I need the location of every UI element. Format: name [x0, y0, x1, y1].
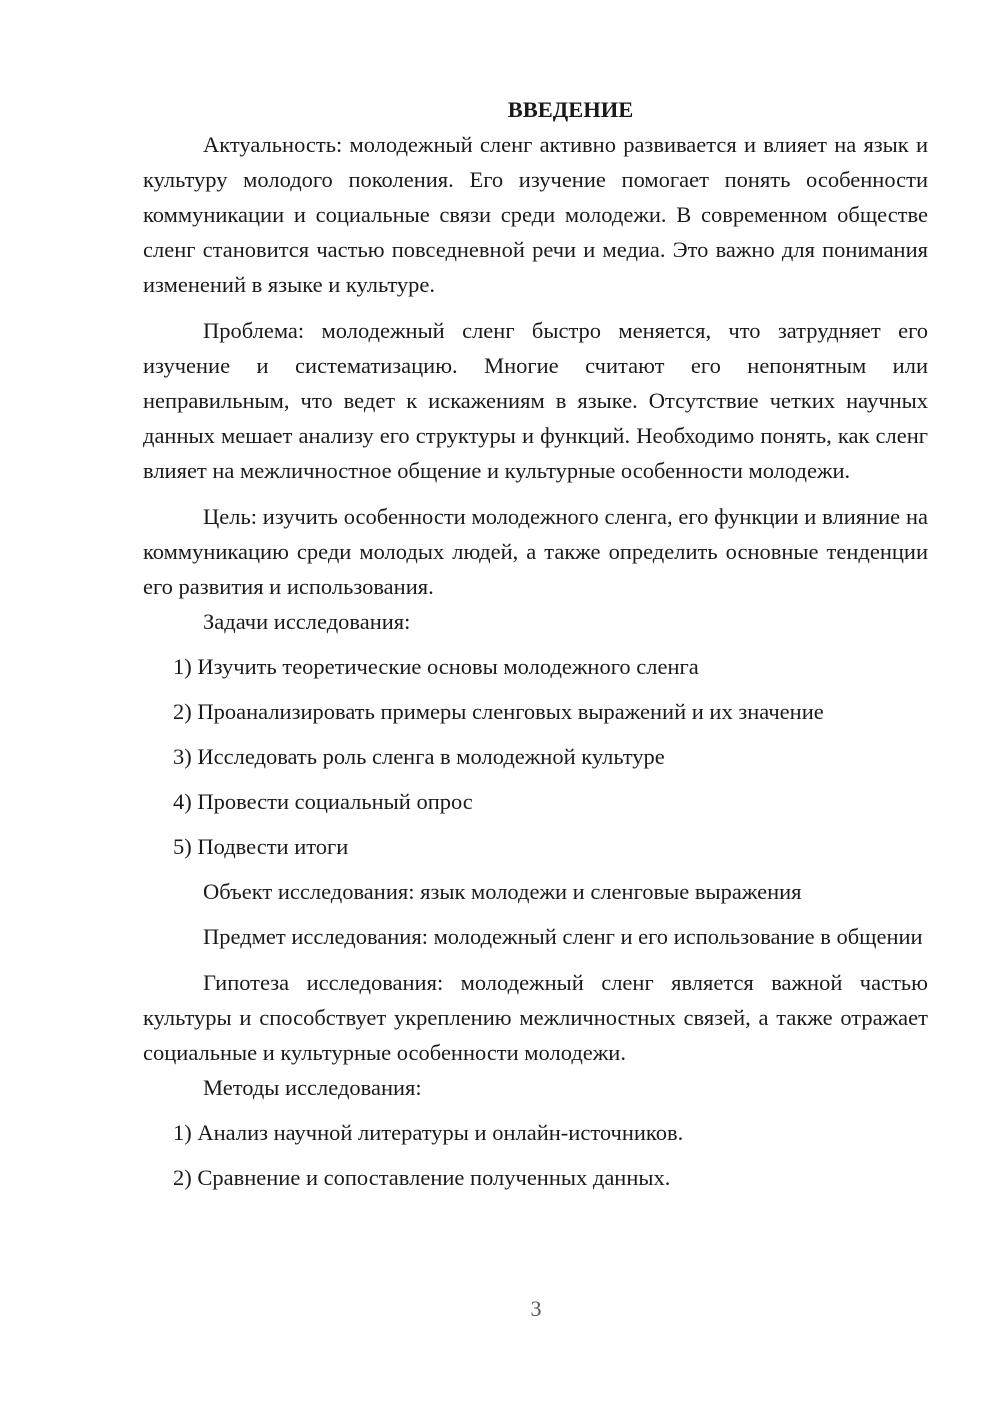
- problem-paragraph: Проблема: молодежный сленг быстро меняется, что затрудняет его изучение и систематизацию. Многие считают его непонятным или неправильным, что ведет к искажениям в языке. Отсутствие четких научных данных мешает анализу его структуры и функций. Необходимо понять, как сленг влияет на межличностное общение и культурные особенности молодежи.: [143, 318, 928, 483]
- page-content: [143, 92, 928, 1195]
- method-item-2: 2) Сравнение и сопоставление полученных данных.: [173, 1165, 671, 1190]
- task-item-3: 3) Исследовать роль сленга в молодежной культуре: [173, 744, 665, 769]
- relevance-paragraph: Актуальность: молодежный сленг активно развивается и влияет на язык и культуру молодого поколения. Его изучение помогает понять особенности коммуникации и социальные связи среди молодежи. В современном обществе сленг становится частью повседневной речи и медиа. Это важно для понимания изменений в языке и культуре.: [143, 132, 928, 297]
- tasks-title: Задачи исследования:: [203, 609, 411, 634]
- subject-paragraph: Предмет исследования: молодежный сленг и его использование в общении: [203, 924, 923, 949]
- hypothesis-paragraph: Гипотеза исследования: молодежный сленг является важной частью культуры и способствует укреплению межличностных связей, а также отражает социальные и культурные особенности молодежи.: [143, 970, 928, 1065]
- goal-paragraph: Цель: изучить особенности молодежного сленга, его функции и влияние на коммуникацию среди молодых людей, а также определить основные тенденции его развития и использования.: [143, 504, 928, 599]
- heading-wrap: [143, 92, 928, 127]
- task-item-1: 1) Изучить теоретические основы молодежного сленга: [173, 654, 699, 679]
- page-number: 3: [530, 1296, 542, 1321]
- object-line: Объект исследования: язык молодежи и сленговые выражения: [203, 879, 802, 904]
- task-item-2: 2) Проанализировать примеры сленговых выражений и их значение: [173, 699, 824, 724]
- section-heading: ВВЕДЕНИЕ: [507, 97, 634, 122]
- method-item-1: 1) Анализ научной литературы и онлайн-источников.: [173, 1120, 684, 1145]
- task-item-5: 5) Подвести итоги: [173, 834, 349, 859]
- tasks-list: [143, 649, 928, 864]
- methods-title: Методы исследования:: [203, 1075, 422, 1100]
- task-item-4: 4) Провести социальный опрос: [173, 789, 473, 814]
- methods-list: [143, 1115, 928, 1195]
